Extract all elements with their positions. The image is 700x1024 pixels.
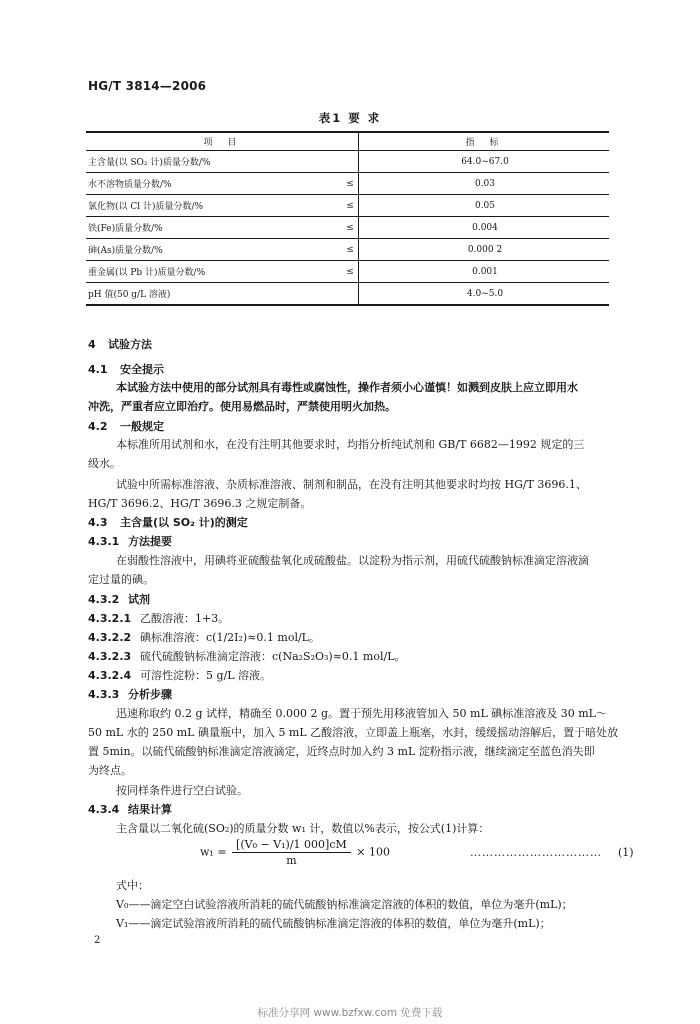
doc-code-header: HG/T 3814—2006 bbox=[88, 79, 207, 93]
formula-numerator: [(V₀ − V₁)/1 000]cM bbox=[232, 838, 351, 853]
paragraph-line: 迅速称取约 0.2 g 试样，精确至 0.000 2 g。置于预先用移液管加入 50 mL 碘标准溶液及 30 mL～ bbox=[116, 707, 607, 720]
row-cmp: ≤ bbox=[342, 173, 359, 195]
reagent-number: 4.3.2.1 bbox=[88, 612, 132, 625]
section-4-3-3-heading bbox=[88, 688, 172, 702]
formula-lhs: w₁ = bbox=[200, 845, 227, 859]
table-row bbox=[86, 261, 609, 283]
reagent-item bbox=[88, 669, 271, 683]
reagent-item bbox=[88, 612, 229, 626]
paragraph-line: 置 5min。以硫代硫酸钠标准滴定溶液滴定，近终点时加入约 3 mL 淀粉指示液，继续滴定至蓝色消失即 bbox=[88, 745, 595, 758]
safety-paragraph-line: 本试验方法中使用的部分试剂具有毒性或腐蚀性，操作者须小心谨慎！如溅到皮肤上应立即用水 bbox=[116, 381, 578, 394]
row-cmp bbox=[342, 151, 359, 173]
row-cmp: ≤ bbox=[342, 239, 359, 261]
formula-1 bbox=[200, 838, 390, 867]
row-item: 氯化物(以 Cl 计)质量分数/% bbox=[86, 195, 342, 217]
row-item: 砷(As)质量分数/% bbox=[86, 239, 342, 261]
section-4-1-heading bbox=[88, 363, 164, 377]
reagent-number: 4.3.2.2 bbox=[88, 631, 132, 644]
paragraph-line: 定过量的碘。 bbox=[88, 573, 154, 586]
row-item: 铁(Fe)质量分数/% bbox=[86, 217, 342, 239]
equation-number: (1) bbox=[618, 846, 634, 859]
formula-denominator: m bbox=[286, 854, 297, 867]
section-title: 结果计算 bbox=[128, 803, 172, 816]
section-4-3-2-heading bbox=[88, 593, 150, 607]
row-value: 64.0~67.0 bbox=[359, 151, 610, 173]
paragraph-line: 本标准所用试剂和水，在没有注明其他要求时，均指分析纯试剂和 GB/T 6682—1992 规定的三 bbox=[116, 438, 585, 451]
safety-paragraph-line: 冲洗，严重者应立即治疗。使用易燃品时，严禁使用明火加热。 bbox=[88, 400, 396, 413]
section-number: 4.3.1 bbox=[88, 535, 120, 548]
col-item-header: 项 目 bbox=[86, 132, 359, 151]
row-cmp: ≤ bbox=[342, 261, 359, 283]
watermark: 标准分享网 www.bzfxw.com 免费下载 bbox=[257, 1007, 443, 1019]
reagent-text: 乙酸溶液：1+3。 bbox=[140, 612, 230, 625]
section-4-heading bbox=[88, 338, 152, 352]
table-row bbox=[86, 239, 609, 261]
row-value: 4.0~5.0 bbox=[359, 283, 610, 306]
row-cmp bbox=[342, 283, 359, 306]
table-row bbox=[86, 151, 609, 173]
row-cmp: ≤ bbox=[342, 217, 359, 239]
formula-fraction bbox=[232, 838, 351, 867]
section-number: 4.1 bbox=[88, 363, 108, 376]
reagent-number: 4.3.2.3 bbox=[88, 650, 132, 663]
section-title: 试验方法 bbox=[108, 338, 152, 351]
table-row bbox=[86, 195, 609, 217]
paragraph-line: 为终点。 bbox=[88, 764, 132, 777]
reagent-text: 碘标准溶液：c(1/2I₂)≈0.1 mol/L。 bbox=[140, 631, 320, 644]
row-item: 水不溶物质量分数/% bbox=[86, 173, 342, 195]
table-row bbox=[86, 173, 609, 195]
section-title: 一般规定 bbox=[120, 420, 164, 433]
table-caption: 表1 要 求 bbox=[318, 111, 382, 125]
section-title: 分析步骤 bbox=[128, 688, 172, 701]
variable-definition: V₀——滴定空白试验溶液所消耗的硫代硫酸钠标准滴定溶液的体积的数值，单位为毫升(mL)； bbox=[116, 898, 573, 911]
section-title: 试剂 bbox=[128, 593, 150, 606]
section-number: 4.3 bbox=[88, 516, 108, 529]
paragraph-line: 50 mL 水的 250 mL 碘量瓶中，加入 5 mL 乙酸溶液，立即盖上瓶塞，水封，缓缓摇动溶解后，置于暗处放 bbox=[88, 726, 619, 739]
section-number: 4.3.3 bbox=[88, 688, 120, 701]
section-4-3-4-heading bbox=[88, 803, 172, 817]
reagent-text: 可溶性淀粉：5 g/L 溶液。 bbox=[140, 669, 272, 682]
row-value: 0.000 2 bbox=[359, 239, 610, 261]
reagent-number: 4.3.2.4 bbox=[88, 669, 132, 682]
where-label: 式中： bbox=[116, 879, 149, 892]
paragraph-line: HG/T 3696.2、HG/T 3696.3 之规定制备。 bbox=[88, 497, 312, 510]
section-number: 4.2 bbox=[88, 420, 108, 433]
row-value: 0.03 bbox=[359, 173, 610, 195]
formula-leader-dots: …………………………… bbox=[470, 846, 602, 859]
paragraph-line: 按同样条件进行空白试验。 bbox=[116, 784, 248, 797]
section-number: 4.3.2 bbox=[88, 593, 120, 606]
paragraph-line: 试验中所需标准溶液、杂质标准溶液、制剂和制品，在没有注明其他要求时均按 HG/T 3696.1、 bbox=[116, 478, 587, 491]
table-header-row bbox=[86, 132, 609, 151]
row-item: 主含量(以 SO₂ 计)质量分数/% bbox=[86, 151, 342, 173]
paragraph-line: 级水。 bbox=[88, 457, 121, 470]
row-item: 重金属(以 Pb 计)质量分数/% bbox=[86, 261, 342, 283]
row-item: pH 值(50 g/L 溶液) bbox=[86, 283, 342, 306]
row-value: 0.001 bbox=[359, 261, 610, 283]
section-number: 4.3.4 bbox=[88, 803, 120, 816]
row-value: 0.004 bbox=[359, 217, 610, 239]
section-4-3-heading bbox=[88, 516, 248, 530]
row-cmp: ≤ bbox=[342, 195, 359, 217]
row-value: 0.05 bbox=[359, 195, 610, 217]
section-4-3-1-heading bbox=[88, 535, 172, 549]
reagent-item bbox=[88, 650, 406, 664]
reagent-item bbox=[88, 631, 320, 645]
table-row bbox=[86, 283, 609, 306]
section-title: 主含量(以 SO₂ 计)的测定 bbox=[120, 516, 248, 529]
paragraph-line: 在弱酸性溶液中，用碘将亚硫酸盐氧化成硫酸盐。以淀粉为指示剂，用硫代硫酸钠标准滴定溶液滴 bbox=[116, 554, 589, 567]
page-number: 2 bbox=[94, 935, 101, 946]
formula-rhs: × 100 bbox=[356, 845, 390, 859]
paragraph-line: 主含量以二氧化硫(SO₂)的质量分数 w₁ 计，数值以%表示，按公式(1)计算： bbox=[116, 822, 490, 835]
section-number: 4 bbox=[88, 338, 96, 351]
table-row bbox=[86, 217, 609, 239]
section-title: 安全提示 bbox=[120, 363, 164, 376]
col-value-header: 指 标 bbox=[359, 132, 610, 151]
reagent-text: 硫代硫酸钠标准滴定溶液：c(Na₂S₂O₃)≈0.1 mol/L。 bbox=[140, 650, 406, 663]
requirements-table bbox=[86, 131, 609, 306]
section-title: 方法提要 bbox=[128, 535, 172, 548]
variable-definition: V₁——滴定试验溶液所消耗的硫代硫酸钠标准滴定溶液的体积的数值，单位为毫升(mL)； bbox=[116, 917, 551, 930]
section-4-2-heading bbox=[88, 420, 164, 434]
